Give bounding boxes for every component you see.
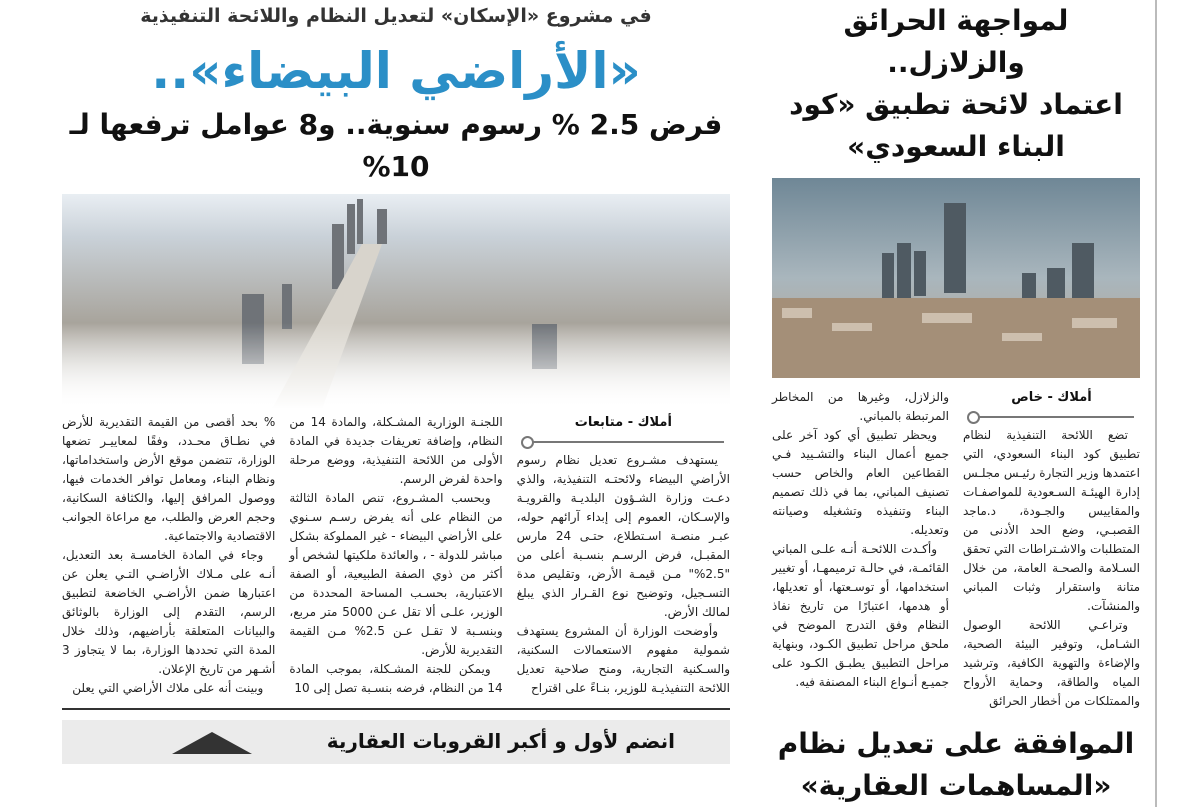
- right-column-2: [772, 388, 949, 711]
- byline-rule: [527, 441, 724, 443]
- paragraph: يستهدف مشـروع تعديل نظام رسوم الأراضي البيضاء ولائحتـه التنفيذية، والذي دعـت وزارة الشـؤون البلديـة والقرويـة والإسـكان، العموم إلى إبداء آرائهم حوله، عبـر منصـة اسـتطلاع، حتـى 24 مارس المقبـل، فرض الرسـم بنسـبة أعلى من "2.5%" مـن قيمـة الأرض، وتقليص مدة التسـجيل، وتوضيح نوع القـرار الذي يبلغ لمالك الأرض.: [516, 453, 731, 619]
- right-column-1: [963, 388, 1140, 711]
- paragraph: وبحسب المشـروع، تنص المادة الثالثة من النظام على أنه يفرض رسـم سـنوي على الأراضي البيضاء - غير المملوكة بشكل مباشر للدولة - ، والعائدة ملكيتها لشخص أو أكثر من ذوي الصفة الطبيعية، أو الصفة الاعتبارية، بحسـب المساحة المحددة من الوزير، علـى ألا تقل عـن 5000 متر مربع، وبنسـبة لا تقـل عـن 2.5% مـن القيمة التقديرية للأرض.: [289, 491, 503, 657]
- paragraph: ويحظر تطبيق أي كود آخر على جميع أعمال البناء والتشـييد فـي القطاعين العام والخاص حسب تصنيف المباني، بما في ذلك تصميم البناء وتنفيذه وتشغيله وصيانته وتعديله.: [772, 428, 949, 537]
- house-icon: [172, 732, 252, 754]
- right-story: [772, 0, 1140, 807]
- left-kicker: في مشروع «الإسكان» لتعديل النظام واللائحة التنفيذية: [140, 5, 652, 27]
- paragraph: وأكـدت اللائحـة أنـه علـى المباني القائمـة، في حالـة ترميمهـا، أو تغيير استخدامها، أو توسـعتها، أو تعديلها، أو هدمها، اعتبارًا من تاريخ نفاذ النظام وفق التدرج الموضح في ملحق مراحل تطبيق الكـود، وبنهاية مراحل التطبيق يطبـق الكـود على جميـع أنـواع البناء المصنفة فيه.: [772, 542, 949, 689]
- bottom-headline-line2: «المساهمات العقارية»: [800, 769, 1112, 802]
- paragraph: اللجنـة الوزارية المشـكلة، والمادة 14 من النظام، وإضافة تعريفات جديدة في المادة الأولى من اللائحة التنفيذية، ووضع مرحلة واحدة لفرض الرسم.: [289, 415, 503, 486]
- left-subheadline: فرض 2.5 % رسوم سنوية.. و8 عوامل ترفعها لـ 10%: [69, 108, 723, 183]
- riyadh-skyline-photo: [772, 178, 1140, 378]
- left-story: [62, 0, 730, 764]
- left-byline: أملاك - متابعات: [574, 415, 672, 430]
- left-columns: [62, 413, 730, 698]
- paragraph: وأوضحت الوزارة أن المشروع يستهدف شمولية مفهوم الاستعمالات السكنية، والسـكنية التجارية، ومنح صلاحية تعديل اللائحة التنفيذيـة للوزير، بنـاءً على اقتراح: [516, 624, 730, 695]
- right-columns: [772, 388, 1140, 711]
- bottom-headline-line1: الموافقة على تعديل نظام: [777, 727, 1135, 760]
- paragraph: والزلازل، وغيرها من المخاطر المرتبطة بالمباني.: [772, 390, 949, 423]
- riyadh-aerial-photo: [62, 194, 730, 409]
- byline-rule: [973, 416, 1134, 418]
- left-column-3: [62, 413, 275, 698]
- section-divider: [62, 708, 730, 710]
- ad-text: انضم لأول و أكبر القروبات العقارية: [326, 729, 675, 753]
- paragraph: تضع اللائحة التنفيذية لنظام تطبيق كود البناء السعودي، التي اعتمدها وزير التجارة رئيـس مجلـس إدارة الهيئـة السـعودية للمواصفـات والمقاييس والجـودة، د.ماجد القصبـي، وضع الحد الأدنى من المتطلبات والاشـتراطات التي تحقق السـلامة والصحـة العامة، من خلال متانة واستقرار وثبات المباني والمنشآت.: [963, 428, 1140, 613]
- paragraph: وتراعـي اللائحة الوصول الشـامل، وتوفير البيئة الصحية، والإضاءة والتهوية الكافية، وترشيد المياه والطاقة، وحماية الأرواح والممتلكات من أخطار الحرائق: [963, 618, 1140, 708]
- left-column-1: [517, 413, 730, 698]
- right-byline: أملاك - خاص: [1011, 390, 1092, 405]
- paragraph: ويمكن للجنة المشـكلة، بموجب المادة 14 من النظام، فرضه بنسـبة تصل إلى 10: [289, 662, 503, 695]
- right-headline-line1: لمواجهة الحرائق والزلازل..: [843, 4, 1069, 79]
- left-headline: «الأراضي البيضاء»..: [151, 42, 641, 100]
- paragraph: % بحد أقصى من القيمة التقديرية للأرض في نطـاق محـدد، وفقًا لمعاييـر تضعها الوزارة، تتضمن موقع الأرض واستخداماتها، ونظام البناء، ومعامل توافر الخدمات فيها، ووصول المرافق إليها، والكثافة السكانية، وحجم العرض والطلب، مع مراعاة الجوانب الاقتصادية والاجتماعية.: [62, 415, 276, 543]
- left-column-2: [289, 413, 502, 698]
- right-headline: اعتماد لائحة تطبيق «كود البناء السعودي»: [789, 88, 1123, 163]
- paragraph: وجاء في المادة الخامسـة بعد التعديل، أنـه على مـلاك الأراضـي التـي يعلن عن اعتبارها ضمن الأراضـي الخاضعة لتطبيق الرسم، التقدم إلى الوزارة بالوثائق والبيانات المتعلقة بأراضيهم، وذلك خلال المدة التي تحددها الوزارة، بما لا يتجاوز 3 أشـهر من تاريخ الإعلان.: [62, 548, 276, 676]
- ad-banner[interactable]: [62, 720, 730, 764]
- paragraph: وبينت أنه على ملاك الأراضي التي يعلن: [72, 681, 264, 695]
- column-divider: [1155, 0, 1157, 807]
